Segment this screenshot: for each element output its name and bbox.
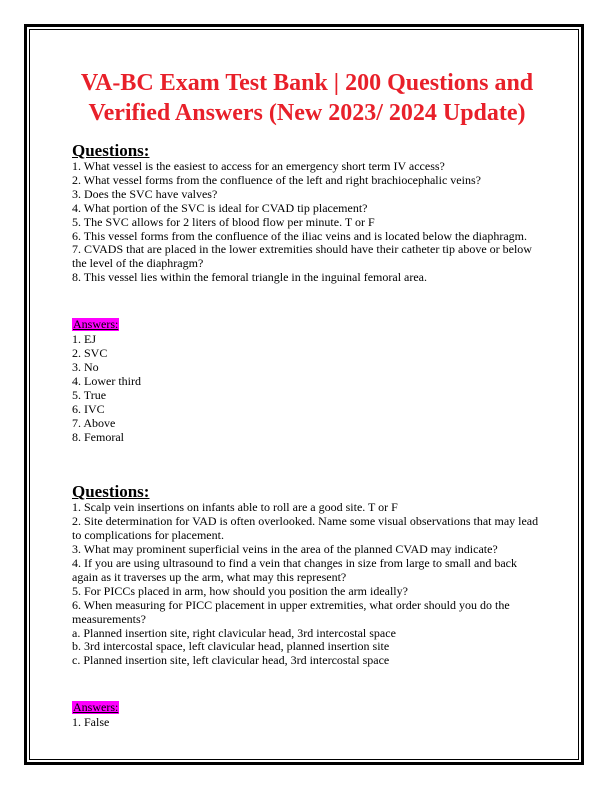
question-line: to complications for placement. [72, 528, 224, 543]
answer-list [72, 333, 542, 444]
question-line: again as it traverses up the arm, what may this represent? [72, 569, 347, 584]
answer-list [72, 716, 542, 730]
answer-line: 3. No [72, 359, 99, 374]
question-line: 6. This vessel forms from the confluence of the iliac veins and is located below the diaphragm. [72, 228, 527, 243]
answer-line: 2. SVC [72, 346, 108, 361]
question-line: 4. If you are using ultrasound to find a vein that changes in size from large to small and back [72, 556, 517, 571]
question-line: 5. For PICCs placed in arm, how should you position the arm ideally? [72, 583, 408, 598]
question-line: the level of the diaphragm? [72, 256, 204, 271]
question-line: a. Planned insertion site, right clavicular head, 3rd intercostal space [72, 625, 396, 640]
question-line: 2. What vessel forms from the confluence of the left and right brachiocephalic veins? [72, 172, 481, 187]
question-line: c. Planned insertion site, left clavicular head, 3rd intercostal space [72, 653, 390, 668]
question-line: 7. CVADS that are placed in the lower extremities should have their catheter tip above or below [72, 242, 532, 257]
questions-heading: Questions: [72, 482, 150, 502]
answers-heading: Answers: [73, 700, 119, 715]
question-line: 6. When measuring for PICC placement in upper extremities, what order should you do the [72, 597, 510, 612]
answer-line: 6. IVC [72, 401, 105, 416]
answer-line: 8. Femoral [72, 429, 124, 444]
answer-line: 4. Lower third [72, 373, 141, 388]
question-line: measurements? [72, 611, 146, 626]
answers-heading: Answers: [73, 317, 119, 332]
question-list [72, 160, 542, 285]
answer-line: 1. False [72, 715, 110, 730]
question-line: 5. The SVC allows for 2 liters of blood flow per minute. T or F [72, 214, 375, 229]
answer-line: 5. True [72, 387, 107, 402]
document-title: VA-BC Exam Test Bank | 200 Questions and Verified Answers (New 2023/ 2024 Update) [80, 70, 534, 126]
question-line: 8. This vessel lies within the femoral triangle in the inguinal femoral area. [72, 270, 428, 285]
question-line: 3. Does the SVC have valves? [72, 186, 218, 201]
answer-line: 1. EJ [72, 332, 96, 347]
questions-heading: Questions: [72, 141, 150, 160]
question-line: 1. What vessel is the easiest to access for an emergency short term IV access? [72, 159, 445, 173]
answer-line: 7. Above [72, 415, 116, 430]
question-line: 4. What portion of the SVC is ideal for CVAD tip placement? [72, 200, 368, 215]
document-body [72, 68, 542, 730]
question-list [72, 501, 542, 668]
question-line: 1. Scalp vein insertions on infants able to roll are a good site. T or F [72, 500, 398, 515]
question-line: b. 3rd intercostal space, left clavicular head, planned insertion site [72, 639, 390, 654]
question-line: 2. Site determination for VAD is often overlooked. Name some visual observations that may lead [72, 514, 539, 529]
question-line: 3. What may prominent superficial veins in the area of the planned CVAD may indicate? [72, 542, 498, 557]
